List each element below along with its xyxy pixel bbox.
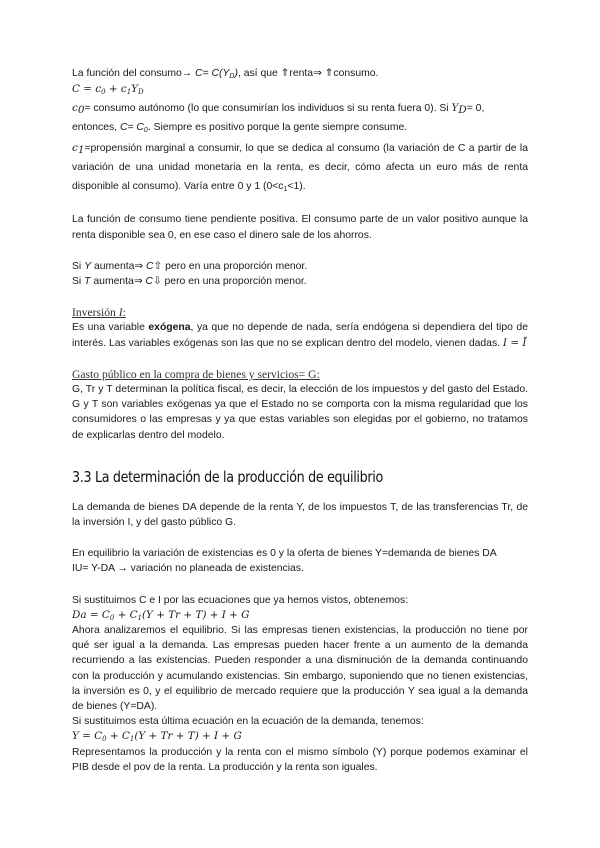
bold-term: exógena — [148, 322, 191, 334]
symbol: c — [72, 142, 78, 155]
substitution-line-2: Si sustituimos esta última ecuación en la ecuación de la demanda, tenemos: — [72, 716, 424, 728]
subscript: D — [229, 73, 235, 80]
eq-part: + C — [106, 730, 130, 743]
text: , ya que no depende de nada, sería endógena si dependiera del tipo de interés. Las variables exógenas son las que no se explican dentro del modelo, vienen dadas. — [72, 322, 528, 349]
y-increase-line — [72, 259, 528, 274]
section-title: 3.3 La determinación de la producción de equilibrio — [72, 467, 383, 486]
eq-part: Y — [131, 83, 139, 96]
text: entonces, — [72, 122, 120, 134]
inversion-equation: I = Ī — [502, 336, 527, 349]
analysis-paragraph: Ahora analizaremos el equilibrio. Si las empresas tienen existencias, la producción no tiene por qué ser igual a la demanda. Las empresas pueden hacer frente a un aumento de la demanda recurriendo a las existencias. Pueden responder a una disminución de la demanda continuando con la producción y acumulando existencias. Sin embargo, suponiendo que no tienen existencias, la inversión es 0, y el equilibrio de mercado requiere que la producción Y sea igual a la demanda de bienes (Y=DA). — [72, 625, 528, 713]
eq-part: + c — [105, 83, 127, 96]
text: Si — [72, 260, 85, 272]
heading-text: Inversión — [72, 306, 119, 320]
subscript: 1 — [126, 88, 132, 97]
variable: Y — [84, 260, 92, 272]
text: = 0, — [466, 103, 485, 115]
gasto-paragraph: G, Tr y T determinan la política fiscal, es decir, la elección de los impuestos y del gasto del Estado. G y T son variables exógenas ya que el Estado no se comporta con la misma regularidad que los consumidores o las empresas y ya que estas variables son elegidas por el gobierno, no tratamos de explicarlas dentro del modelo. — [72, 384, 528, 441]
variable: C — [145, 276, 153, 288]
c1-definition — [72, 139, 528, 196]
t-increase-line — [72, 274, 528, 289]
eq-part: Da = C — [72, 608, 110, 621]
variable: T — [84, 276, 91, 288]
demand-equation — [72, 608, 528, 623]
demand-paragraph: La demanda de bienes DA depende de la renta Y, de los impuestos T, de las transferencias Tr, de la inversión I, y del gasto público G. — [72, 501, 528, 529]
subscript: 1 — [283, 186, 288, 194]
symbol: c — [72, 102, 78, 115]
text: ⇧ pero en una proporción menor. — [153, 260, 308, 272]
subscript: 0 — [143, 127, 148, 135]
heading-var: I — [118, 306, 123, 320]
text: <1). — [287, 181, 306, 193]
c0-definition — [72, 99, 528, 137]
equilibrium-line-1: En equilibrio la variación de existencias es 0 y la oferta de bienes Y=demanda de bienes DA — [72, 548, 497, 560]
subscript: 1 — [137, 613, 142, 622]
heading-text: : — [122, 306, 126, 320]
eq-part: Y = C — [72, 730, 103, 743]
subscript: D — [458, 104, 467, 117]
text: aumenta⇒ — [91, 260, 146, 272]
inversion-paragraph — [72, 320, 528, 350]
text: = consumo autónomo (lo que consumirían los individuos si su renta fuera 0). Si — [84, 103, 452, 115]
closing-paragraph: Representamos la producción y la renta con el mismo símbolo (Y) porque podemos examinar el PIB desde el pov de la renta. La producción y la renta son iguales. — [72, 746, 528, 773]
subscript: 0 — [109, 613, 115, 622]
variable: C — [146, 260, 154, 272]
output-equation — [72, 729, 528, 744]
text: C= C(Y — [195, 68, 230, 79]
text: . Siempre es positivo porque la gente siempre consume. — [147, 122, 408, 134]
equilibrium-line-2: IU= Y-DA → variación no planeada de existencias. — [72, 563, 304, 575]
symbol: Y — [451, 102, 459, 115]
subscript: 1 — [129, 735, 135, 744]
subscript: 0 — [77, 104, 85, 117]
subscript: D — [138, 88, 144, 97]
subscript: 1 — [77, 144, 85, 157]
slope-paragraph: La función de consumo tiene pendiente positiva. El consumo parte de un valor positivo aunque la renta disponible sea 0, en ese caso el dinero sale de los ahorros. — [72, 214, 528, 241]
text: , así que ⇑renta⇒ ⇑consumo. — [237, 68, 379, 79]
document-page — [72, 66, 528, 775]
eq-part: + C — [114, 608, 138, 621]
text: =propensión marginal a consumir, lo que se dedica al consumo (la variación de C a partir de la variación de una unidad monetaria en la renta, es decir, cómo afecta un euro más de renta disponible al consumo). Varía entre 0 y 1 (0<c — [72, 143, 528, 193]
consumption-function-line — [72, 66, 528, 81]
inversion-heading — [72, 305, 528, 320]
eq-part: C = c — [72, 83, 102, 96]
text: ⇩ pero en una proporción menor. — [152, 276, 307, 288]
text: ) — [234, 68, 238, 79]
subscript: 0 — [102, 735, 107, 744]
text: aumenta⇒ — [90, 276, 146, 288]
subscript: 0 — [101, 88, 106, 97]
text: C= C — [119, 122, 144, 134]
text: Si — [72, 276, 85, 288]
text: Es una variable — [72, 322, 149, 334]
substitution-line: Si sustituimos C e I por las ecuaciones que ya hemos vistos, obtenemos: — [72, 594, 409, 606]
gasto-heading: Gasto público en la compra de bienes y servicios= G: — [72, 367, 320, 381]
consumption-equation — [72, 82, 528, 97]
eq-part: (Y + Tr + T) + I + G — [142, 608, 250, 621]
text: La función del consumo→ — [72, 68, 193, 79]
eq-part: (Y + Tr + T) + I + G — [134, 730, 242, 743]
